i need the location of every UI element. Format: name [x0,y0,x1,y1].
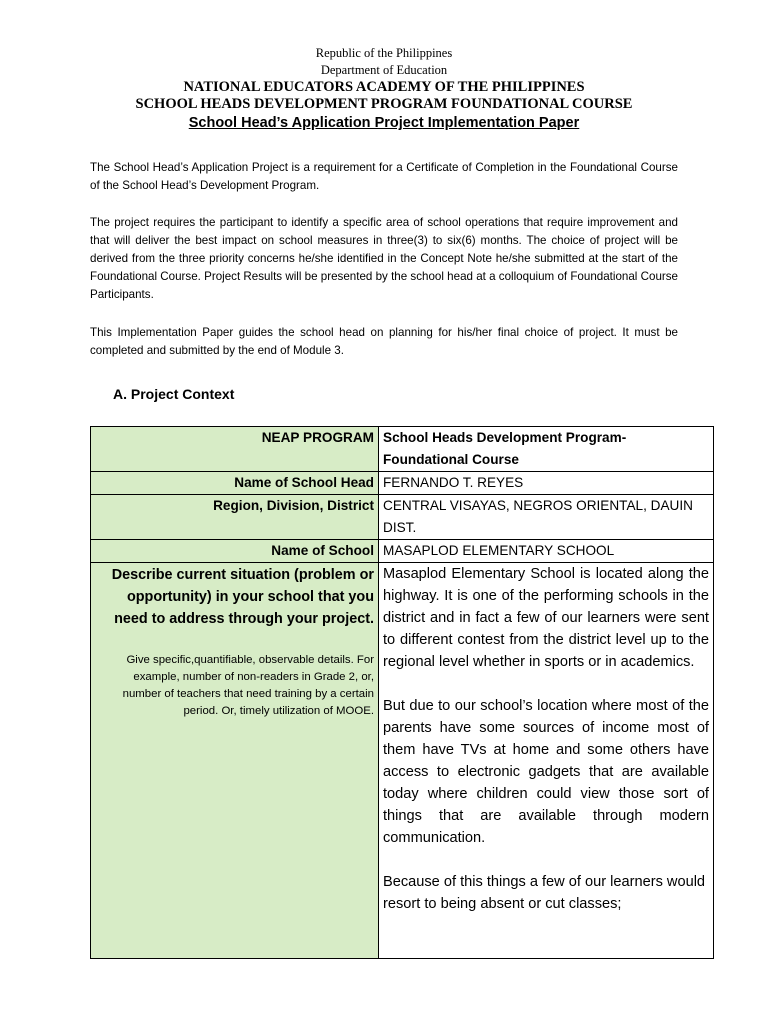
table-row [91,427,714,472]
situation-question: Describe current situation (problem or opportunity) in your school that you need to address through your project. [111,567,374,627]
document-header [0,45,768,133]
paper-title: School Head’s Application Project Implementation Paper [188,115,580,131]
table-row [91,495,714,540]
program-label: NEAP PROGRAM [91,427,379,472]
situation-paragraph-2: But due to our school’s location where most of the parents have some sources of income most of them have TVs at home and some others have access to electronic gadgets that are available today where children could view those sort of things that are available through modern communication. [383,698,709,846]
section-title: A. Project Context [113,386,235,402]
situation-paragraph-3: Because of this things a few of our learners would resort to being absent or cut classes; [383,874,706,912]
project-context-table [90,426,714,959]
situation-guidance-note: Give specific,quantifiable, observable details. For example, number of non-readers in Grade 2, or, number of teachers that need training by a certain period. Or, timely utilization of MOOE. [122,654,374,717]
table-row [91,540,714,563]
school-label: Name of School [91,540,379,563]
republic-line: Republic of the Philippines [315,46,453,60]
region-value: CENTRAL VISAYAS, NEGROS ORIENTAL, DAUIN DIST. [379,495,714,540]
academy-line: NATIONAL EDUCATORS ACADEMY OF THE PHILIPPINES [183,79,585,95]
school-value: MASAPLOD ELEMENTARY SCHOOL [379,540,714,563]
program-line: SCHOOL HEADS DEVELOPMENT PROGRAM FOUNDATIONAL COURSE [135,96,633,112]
table-row [91,472,714,495]
intro-paragraph-2: The project requires the participant to identify a specific area of school operations that require improvement and that will deliver the best impact on school measures in three(3) to six(6) months. The choice of project will be derived from the three priority concerns he/she identified in the Concept Note he/she submitted at the start of the Foundational Course. Project Results will be presented by the school head at a colloquium of Foundational Course Participants. [90,216,678,301]
program-value: School Heads Development Program-Foundational Course [379,427,714,472]
situation-label-cell [91,563,379,959]
school-head-value: FERNANDO T. REYES [379,472,714,495]
department-line: Department of Education [320,63,448,77]
intro-paragraph-3: This Implementation Paper guides the school head on planning for his/her final choice of project. It must be completed and submitted by the end of Module 3. [90,326,678,357]
intro-paragraph-1: The School Head’s Application Project is a requirement for a Certificate of Completion in the Foundational Course of the School Head’s Development Program. [90,161,678,192]
region-label: Region, Division, District [91,495,379,540]
situation-paragraph-1: Masaplod Elementary School is located along the highway. It is one of the performing schools in the district and in fact a few of our learners were sent to different contest from the district level up to the regional level whether in sports or in academics. [383,566,709,670]
table-row [91,563,714,959]
situation-answer-cell [379,563,714,959]
school-head-label: Name of School Head [91,472,379,495]
